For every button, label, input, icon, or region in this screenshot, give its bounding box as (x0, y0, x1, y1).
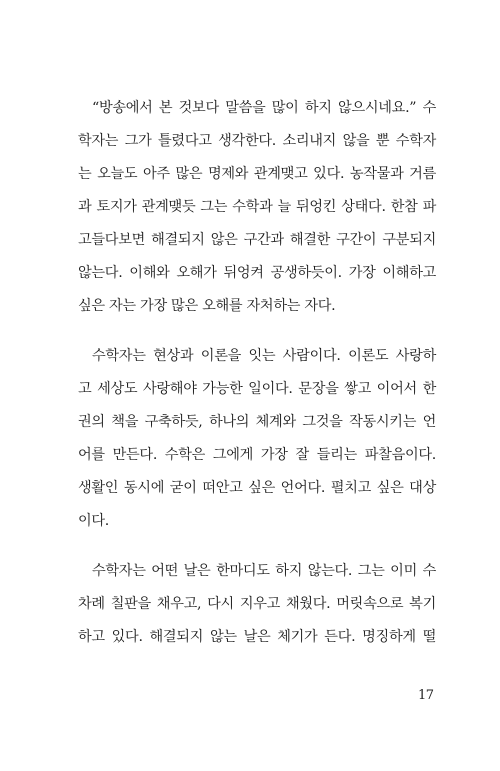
text-line: 이다. (78, 513, 110, 529)
text-line: 차례 칠판을 채우고, 다시 지우고 채웠다. 머릿속으로 복기 (78, 596, 436, 612)
text-line: 고들다보면 해결되지 않은 구간과 해결한 구간이 구분되지 (78, 232, 436, 248)
text-line: 수학자는 현상과 이론을 잇는 사람이다. 이론도 사랑하 (92, 348, 436, 364)
text-line: 수학자는 어떤 날은 한마디도 하지 않는다. 그는 이미 수 (92, 563, 436, 579)
text-line: 고 세상도 사랑해야 가능한 일이다. 문장을 쌓고 이어서 한 (78, 381, 436, 397)
text-line: 과 토지가 관계맺듯 그는 수학과 늘 뒤엉킨 상태다. 한참 파 (78, 199, 436, 215)
text-line: 않는다. 이해와 오해가 뒤엉켜 공생하듯이. 가장 이해하고 (78, 265, 436, 281)
paragraph-1 (78, 92, 436, 323)
text-line: 싶은 자는 가장 많은 오해를 자처하는 자다. (78, 298, 336, 314)
text-line: 생활인 동시에 굳이 떠안고 싶은 언어다. 펼치고 싶은 대상 (78, 480, 436, 496)
text-line: 권의 책을 구축하듯, 하나의 체계와 그것을 작동시키는 언 (78, 414, 436, 430)
text-line: 학자는 그가 틀렸다고 생각한다. 소리내지 않을 뿐 수학자 (78, 133, 436, 149)
paragraph-2 (78, 340, 436, 538)
text-line: 하고 있다. 해결되지 않는 날은 체기가 든다. 명징하게 떨 (78, 629, 436, 645)
page-number: 17 (418, 688, 434, 703)
text-line: 는 오늘도 아주 많은 명제와 관계맺고 있다. 농작물과 거름 (78, 166, 436, 182)
text-line: “방송에서 본 것보다 말씀을 많이 하지 않으시네요.” 수 (92, 100, 436, 116)
paragraph-3 (78, 555, 436, 654)
text-line: 어를 만든다. 수학은 그에게 가장 잘 들리는 파찰음이다. (78, 447, 436, 463)
